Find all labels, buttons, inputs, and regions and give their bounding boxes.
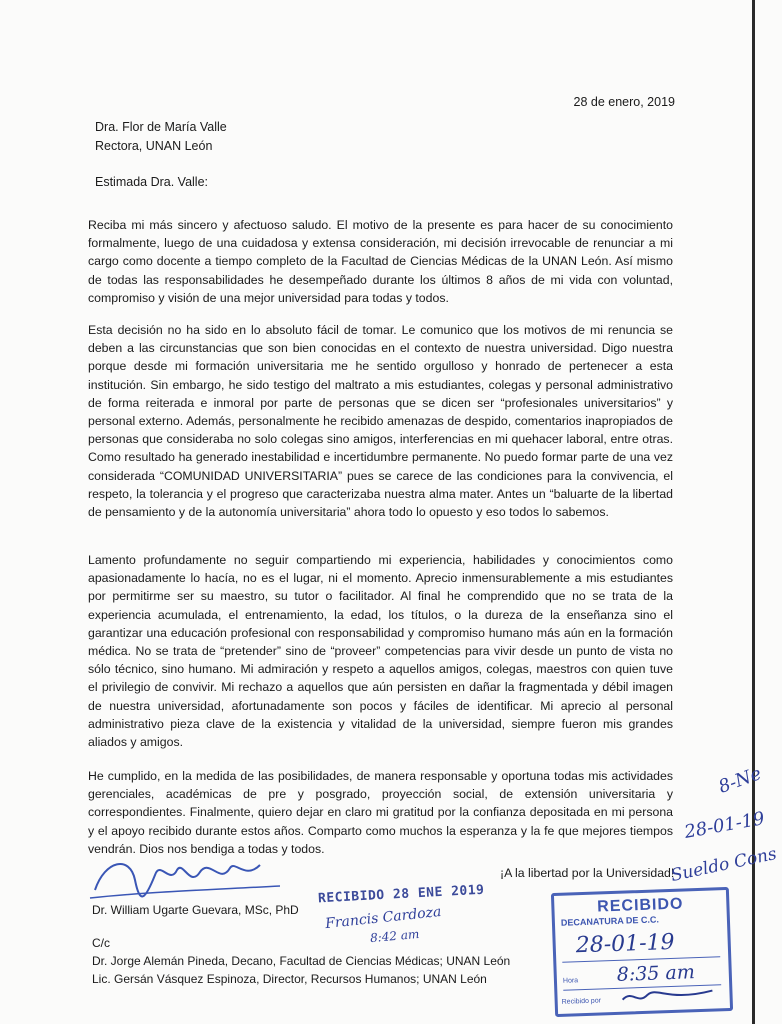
paragraph-4: He cumplido, en la medida de las posibilidades, de manera responsable y oportuna todas mis actividades gerenciales, académicas de pre y posgrado, proyección social, de extensión universitaria y correspondientes. Finalmente, quiero dejar en claro mi gratitud por la confianza depositada en mi persona y el apoyo recibido durante estos años. Comparto como muchos la esperanza y la fe que mejores tiempos vendrán. Dios nos bendiga a todas y todos. [88, 769, 673, 856]
margin-note-1: 8-Ne [715, 763, 765, 798]
recipient-title: Rectora, UNAN León [95, 139, 213, 153]
office-received-stamp [551, 887, 733, 1017]
cc-label: C/c [92, 936, 110, 950]
stamp-hora-label: Hora [562, 977, 579, 985]
stamp-time: 8:35 am [616, 961, 696, 986]
stamp-office: DECANATURA DE C.C. [560, 914, 660, 928]
received-stamp: RECIBIDO 28 ENE 2019 [317, 882, 485, 907]
received-time: 8:42 am [369, 926, 420, 946]
stamp-initials [617, 984, 718, 1007]
margin-note-2: 28-01-19 [682, 808, 767, 843]
paragraph-3: Lamento profundamente no seguir compartiendo mi experiencia, habilidades y conocimientos como apasionadamente lo hacía, no es el lugar, ni el momento. Aprecio inmensurablemente a mis estudiantes por permitirme ser su maestro, su tutor o facilitador. Al final he comprendido que no se trata de la experiencia acumulada, el entrenamiento, la edad, los títulos, o la dureza de la enseñanza sino el garantizar una educación profesional con responsabilidad y compromiso humano más aún en la formación médica. No se trata de “pretender” sino de “proveer” competencias para vivir desde un punto de vista no sólo técnico, sino humano. Mi admiración y respeto a aquellos amigos, colegas, maestros con quien tuve el privilegio de convivir. Mi rechazo a aquellos que aún persisten en dañar la fragmentada y débil imagen de nuestra universidad, afortunadamente son pocos y fáciles de identificar. Mi aprecio al personal administrativo pieza clave de la existencia y vitalidad de la universidad, siempre fueron mis grandes aliados y amigos. [88, 553, 673, 750]
stamp-title: RECIBIDO [596, 895, 684, 916]
closing-line: ¡A la libertad por la Universidad! [500, 866, 675, 880]
page-edge-line [752, 0, 755, 1024]
received-by-name: Francis Cardoza [324, 903, 443, 933]
stamp-date: 28-01-19 [575, 929, 675, 959]
recipient-name: Dra. Flor de María Valle [95, 120, 227, 134]
signer-name: Dr. William Ugarte Guevara, MSc, PhD [92, 903, 299, 917]
salutation: Estimada Dra. Valle: [95, 175, 209, 189]
stamp-by-label: Recibido por [561, 997, 602, 1006]
cc-line-2: Lic. Gersán Vásquez Espinoza, Director, Recursos Humanos; UNAN León [92, 972, 487, 986]
handwritten-signature [85, 850, 285, 910]
paragraph-2: Esta decisión no ha sido en lo absoluto fácil de tomar. Le comunico que los motivos de mi renuncia se deben a las circunstancias que son bien conocidas en el contexto de nuestra universidad. Digo nuestra porque desde mi formación universitaria me he sentido orgulloso y honrado de pertenecer a esta institución. Sin embargo, he sido testigo del maltrato a mis estudiantes, colegas y personal administrativo de forma reiterada e inmoral por parte de personas que se dicen ser “profesionales universitarios” y personal externo. Además, personalmente he recibido amenazas de despido, comentarios inapropiados de personas que consideraba no solo colegas sino amigos, interferencias en mi quehacer laboral, entre otras. Como resultado ha generado inestabilidad e incertidumbre permanente. No puedo formar parte de una vez considerada “COMUNIDAD UNIVERSITARIA” pues se carece de las condiciones para la convivencia, el respeto, la tolerancia y el progreso que caracterizaba nuestra alma mater. Antes un “baluarte de la libertad de pensamiento y de la autonomía universitaria” ahora todo lo opuesto y eso todos lo sabemos. [88, 323, 673, 520]
letter-date: 28 de enero, 2019 [573, 95, 675, 109]
paragraph-1: Reciba mi más sincero y afectuoso saludo. El motivo de la presente es para hacer de su conocimiento formalmente, luego de una cuidadosa y extensa consideración, mi decisión irrevocable de renunciar a mi cargo como docente a tiempo completo de la Facultad de Ciencias Médicas de la UNAN León. Así mismo de todas las responsabilidades he desempeñado durante los últimos 8 años de mi vida con voluntad, compromiso y visión de una mejor universidad para todas y todos. [88, 218, 673, 305]
cc-line-1: Dr. Jorge Alemán Pineda, Decano, Facultad de Ciencias Médicas; UNAN León [92, 954, 511, 968]
margin-note-3: Sueldo Cons [669, 844, 779, 886]
